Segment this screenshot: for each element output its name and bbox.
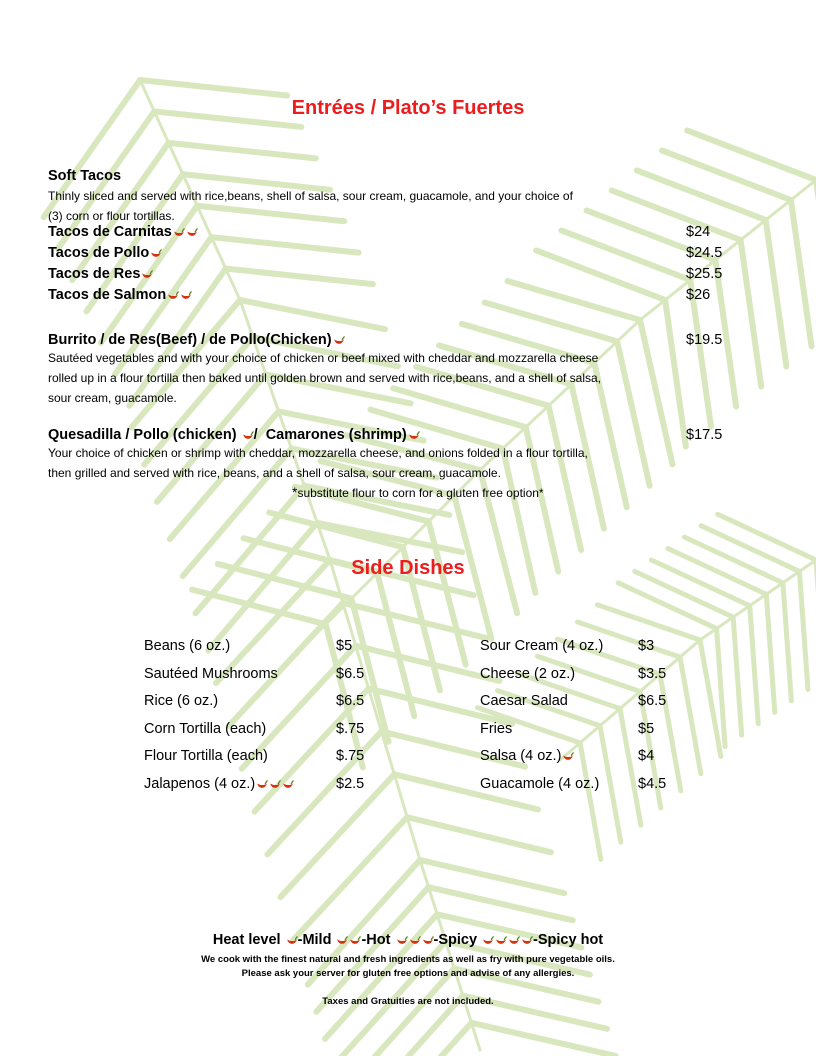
side-item-price: $.75 [336, 721, 365, 737]
side-item-name: Rice (6 oz.) [144, 693, 219, 709]
chili-pepper-icon [349, 934, 361, 946]
side-item-price: $4.5 [638, 776, 667, 792]
soft-tacos-heading: Soft Tacos [48, 168, 122, 184]
taco-item-name: Tacos de Salmon [48, 287, 192, 303]
chili-pepper-icon [269, 778, 281, 790]
side-item-name: Guacamole (4 oz.) [480, 776, 600, 792]
chili-pepper-icon [282, 778, 294, 790]
quesadilla-description: Your choice of chicken or shrimp with cheddar, mozzarella cheese, and onions folded in a flour tortilla, then grilled and served with rice, beans, and a shell of salsa, sour cream, guacamole. [48, 446, 588, 480]
side-item-name: Sautéed Mushrooms [144, 666, 278, 682]
burrito-price: $19.5 [686, 332, 723, 348]
side-item-price: $.75 [336, 748, 365, 764]
entrees-title: Entrées / Plato’s Fuertes [291, 97, 525, 119]
taco-item-price: $26 [686, 287, 711, 303]
side-item-name: Cheese (2 oz.) [480, 666, 576, 682]
gluten-free-note: *substitute flour to corn for a gluten free option* [292, 484, 544, 500]
side-item-price: $6.5 [336, 693, 365, 709]
burrito-name: Burrito / de Res(Beef) / de Pollo(Chicken) [48, 332, 345, 348]
taco-item-price: $24 [686, 224, 711, 240]
chili-pepper-icon [333, 334, 345, 346]
quesadilla-name: Quesadilla / Pollo (chicken) / Camarones (shrimp) [48, 427, 420, 443]
chili-pepper-icon [409, 934, 421, 946]
side-item-name: Corn Tortilla (each) [144, 721, 267, 737]
chili-pepper-icon [336, 934, 348, 946]
taco-item-price: $24.5 [686, 245, 723, 261]
side-item-price: $5 [638, 721, 655, 737]
side-item-name: Flour Tortilla (each) [144, 748, 268, 764]
side-item-price: $4 [638, 748, 655, 764]
chili-pepper-icon [396, 934, 408, 946]
chili-pepper-icon [422, 934, 434, 946]
side-item-name: Fries [480, 721, 513, 737]
side-item-price: $2.5 [336, 776, 365, 792]
side-item-price: $3.5 [638, 666, 667, 682]
footer-tax-note: Taxes and Gratuities are not included. [322, 996, 494, 1007]
chili-pepper-icon [180, 289, 192, 301]
chili-pepper-icon [482, 934, 494, 946]
quesadilla-price: $17.5 [686, 427, 723, 443]
chili-pepper-icon [150, 247, 162, 259]
chili-pepper-icon [242, 429, 254, 441]
chili-pepper-icon [508, 934, 520, 946]
side-item-price: $3 [638, 638, 655, 654]
side-item-price: $5 [336, 638, 353, 654]
side-item-name: Jalapenos (4 oz.) [144, 776, 294, 792]
chili-pepper-icon [495, 934, 507, 946]
side-item-price: $6.5 [336, 666, 365, 682]
chili-pepper-icon [256, 778, 268, 790]
chili-pepper-icon [167, 289, 179, 301]
taco-item-price: $25.5 [686, 266, 723, 282]
side-item-name: Salsa (4 oz.) [480, 748, 574, 764]
chili-pepper-icon [173, 226, 185, 238]
taco-item-name: Tacos de Res [48, 266, 153, 282]
burrito-description: Sautéed vegetables and with your choice of chicken or beef mixed with cheddar and mozzarella cheese rolled up in a flour tortilla then baked until golden brown and served with rice,beans, and a shell of salsa, sour cream, guacamole. [48, 351, 602, 405]
side-dishes-title: Side Dishes [351, 557, 465, 579]
chili-pepper-icon [141, 268, 153, 280]
chili-pepper-icon [286, 934, 298, 946]
soft-tacos-description: Thinly sliced and served with rice,beans, shell of salsa, sour cream, guacamole, and your choice of (3) corn or flour tortillas. [48, 189, 573, 223]
side-item-name: Sour Cream (4 oz.) [480, 638, 604, 654]
chili-pepper-icon [186, 226, 198, 238]
chili-pepper-icon [562, 750, 574, 762]
side-item-name: Caesar Salad [480, 693, 568, 709]
chili-pepper-icon [408, 429, 420, 441]
chili-pepper-icon [521, 934, 533, 946]
footer-ingredients-note: We cook with the finest natural and fresh ingredients as well as fry with pure vegetable oils. [201, 954, 615, 965]
footer-allergy-note: Please ask your server for gluten free options and advise of any allergies. [241, 968, 575, 979]
taco-item-name: Tacos de Carnitas [48, 224, 198, 240]
side-item-name: Beans (6 oz.) [144, 638, 231, 654]
side-item-price: $6.5 [638, 693, 667, 709]
heat-level-legend: Heat level -Mild -Hot -Spicy -Spicy hot [212, 932, 604, 948]
taco-item-name: Tacos de Pollo [48, 245, 162, 261]
